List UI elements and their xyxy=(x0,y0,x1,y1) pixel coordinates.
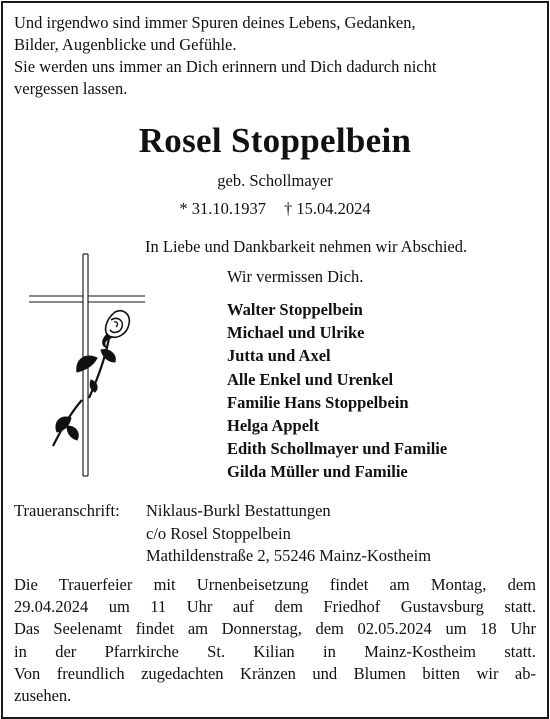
verse-line: Sie werden uns immer an Dich erinnern und Dich dadurch nicht xyxy=(14,57,437,76)
info-line: Die Trauerfeier mit Urnenbeisetzung findet am Montag, dem xyxy=(14,575,536,594)
life-dates xyxy=(3,198,547,220)
mourner: Michael und Ulrike xyxy=(227,323,365,343)
birth-date: * 31.10.1937 xyxy=(179,199,266,218)
mourner: Helga Appelt xyxy=(227,415,320,435)
mourners-list xyxy=(227,298,447,484)
miss-you-text: Wir vermissen Dich. xyxy=(227,267,364,286)
info-line: Das Seelenamt findet am Donnerstag, dem 02.05.2024 um 18 Uhr xyxy=(14,619,536,639)
cross-with-rose-icon xyxy=(27,250,147,480)
mourner: Familie Hans Stoppelbein xyxy=(227,392,409,412)
verse xyxy=(14,12,540,100)
verse-line: Und irgendwo sind immer Spuren deines Lebens, Gedanken, xyxy=(14,13,416,32)
info-line: 29.04.2024 um 11 Uhr auf dem Friedhof Gustavsburg statt. xyxy=(14,597,536,617)
info-line: in der Pfarrkirche St. Kilian in Mainz-Kostheim statt. xyxy=(14,641,536,661)
verse-line: vergessen lassen. xyxy=(14,79,128,98)
info-line: Von freundlich zugedachten Kränzen und Blumen bitten wir ab- xyxy=(14,663,536,683)
address-label: Traueranschrift: xyxy=(14,501,120,520)
deceased-name: Rosel Stoppelbein xyxy=(138,121,412,160)
rose-icon xyxy=(53,311,129,446)
death-date: † 15.04.2024 xyxy=(284,199,371,218)
verse-line: Bilder, Augenblicke und Gefühle. xyxy=(14,35,237,54)
mourning-address xyxy=(146,500,431,568)
maiden-name: geb. Schollmayer xyxy=(217,171,333,190)
farewell-text: In Liebe und Dankbarkeit nehmen wir Abschied. xyxy=(145,237,468,256)
address-line: c/o Rosel Stoppelbein xyxy=(146,523,291,543)
obituary-notice xyxy=(1,1,549,719)
mourner: Alle Enkel und Urenkel xyxy=(227,369,394,389)
address-line: Mathildenstraße 2, 55246 Mainz-Kostheim xyxy=(146,546,432,565)
mourner: Gilda Müller und Familie xyxy=(227,462,408,482)
mourner: Jutta und Axel xyxy=(227,346,331,366)
info-line: zusehen. xyxy=(14,685,72,705)
mourner: Walter Stoppelbein xyxy=(227,300,363,319)
address-line: Niklaus-Burkl Bestattungen xyxy=(146,501,331,520)
service-info xyxy=(14,574,536,707)
mourner: Edith Schollmayer und Familie xyxy=(227,439,448,459)
